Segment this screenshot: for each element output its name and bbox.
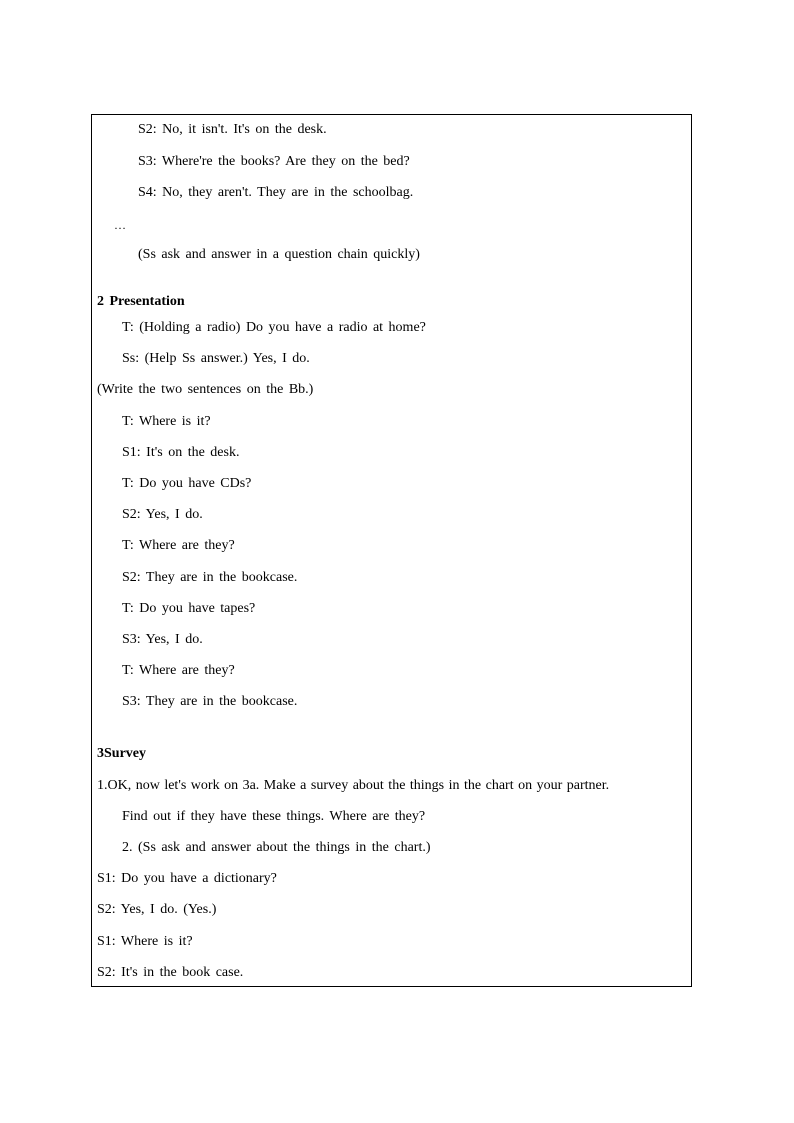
dialogue-line: S2: Yes, I do. (Yes.) [97, 902, 217, 917]
dialogue-line: Ss: (Help Ss answer.) Yes, I do. [122, 351, 310, 366]
dialogue-line: T: Where are they? [122, 538, 235, 553]
dialogue-line: T: Do you have tapes? [122, 601, 256, 616]
dialogue-line: S4: No, they aren't. They are in the schoolbag. [138, 185, 414, 200]
dialogue-line: S1: It's on the desk. [122, 445, 240, 460]
ellipsis: … [114, 218, 126, 232]
dialogue-line: T: Where is it? [122, 414, 211, 429]
instruction-line: 1.OK, now let's work on 3a. Make a survey about the things in the chart on your partner. [97, 778, 610, 793]
dialogue-line: T: Where are they? [122, 663, 235, 678]
dialogue-line: T: Do you have CDs? [122, 476, 252, 491]
instruction-line: Find out if they have these things. Where are they? [122, 809, 426, 824]
dialogue-line: S1: Do you have a dictionary? [97, 871, 277, 886]
instruction-line: 2. (Ss ask and answer about the things in the chart.) [122, 840, 431, 855]
section-heading-survey: 3Survey [97, 746, 146, 761]
instruction-line: (Ss ask and answer in a question chain quickly) [138, 247, 420, 262]
dialogue-line: S3: Where're the books? Are they on the bed? [138, 154, 410, 169]
instruction-line: (Write the two sentences on the Bb.) [97, 382, 314, 397]
dialogue-line: T: (Holding a radio) Do you have a radio at home? [122, 320, 426, 335]
dialogue-line: S3: They are in the bookcase. [122, 694, 298, 709]
dialogue-line: S2: They are in the bookcase. [122, 570, 298, 585]
dialogue-line: S1: Where is it? [97, 934, 193, 949]
dialogue-line: S3: Yes, I do. [122, 632, 203, 647]
dialogue-line: S2: It's in the book case. [97, 965, 244, 980]
dialogue-line: S2: No, it isn't. It's on the desk. [138, 122, 327, 137]
section-heading-presentation: 2 Presentation [97, 294, 185, 309]
dialogue-line: S2: Yes, I do. [122, 507, 203, 522]
